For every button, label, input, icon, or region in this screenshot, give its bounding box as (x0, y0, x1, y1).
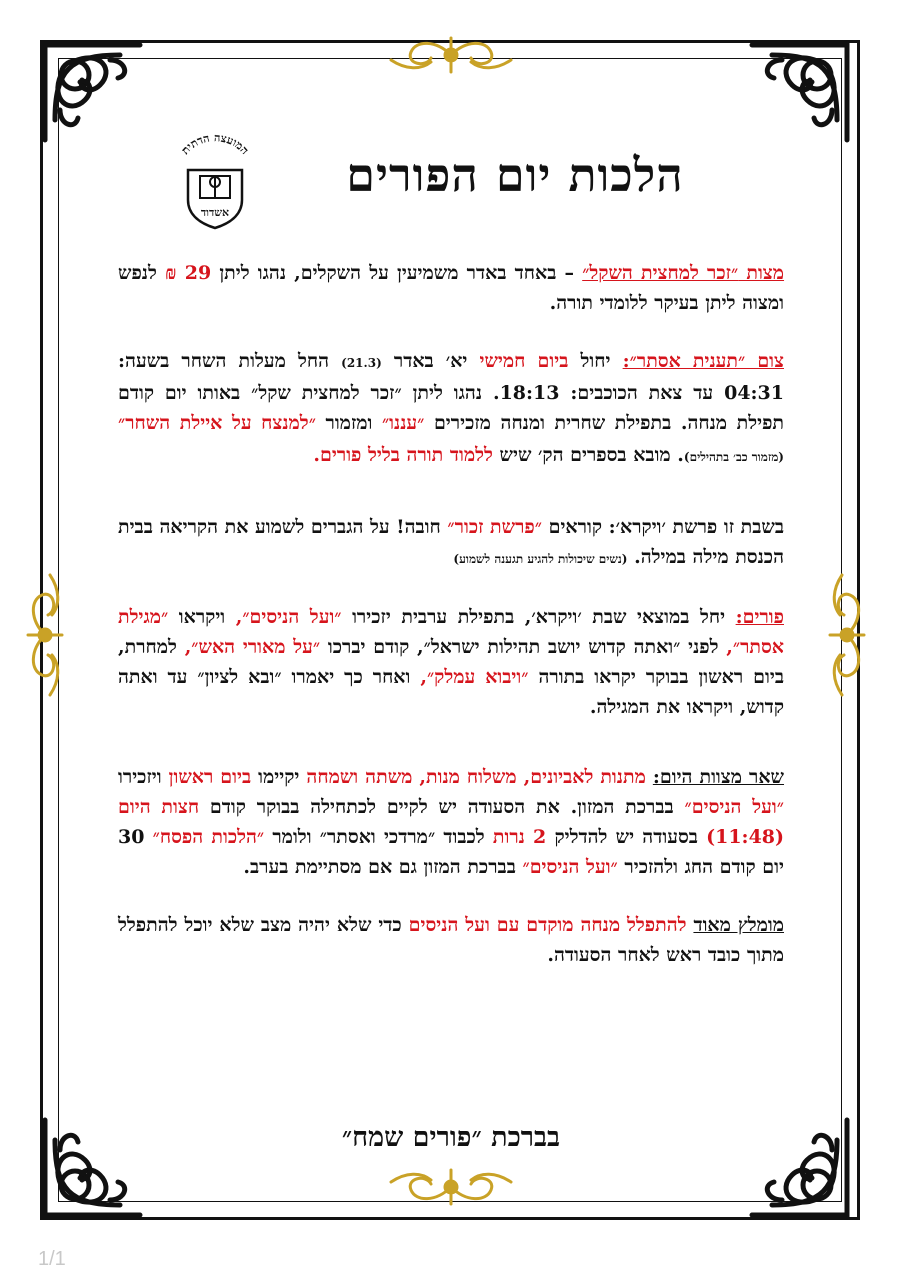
paragraph-zachor (118, 512, 784, 574)
paragraph-purim (118, 602, 784, 722)
text-segment: מתנות לאביונים, משלוח מנות, משתה ושמחה (306, 766, 646, 788)
text-segment: בברכת המזון. את הסעודה יש לקיים לכתחילה בבוקר קודם (199, 796, 685, 818)
text-segment: ״מגילת אסתר״, (118, 606, 785, 658)
text-segment: ואחר כך יאמרו ״ובא לציון״ עד ואתה קדוש, ויקראו את המגילה. (118, 666, 784, 718)
gold-ornament-icon (386, 30, 516, 80)
text-segment: ״זכר למחצית השקל״ (582, 262, 739, 284)
text-segment: (נשים שיכולות להגיע תגענה לשמוע) (453, 552, 628, 566)
text-segment: מצות (738, 262, 785, 284)
text-segment: ויזכירו (118, 766, 169, 788)
text-segment: ללמוד תורה בליל פורים. (313, 444, 493, 466)
emblem-bottom-text: אשדוד (200, 206, 230, 219)
text-segment: ומזמור (315, 412, 382, 434)
religious-council-emblem-icon (170, 130, 260, 230)
text-segment: ״ועל הניסים״, (235, 606, 342, 628)
corner-ornament-icon (30, 30, 150, 150)
header (160, 130, 760, 230)
text-segment: ״ועל הניסים״ (522, 856, 618, 878)
text-segment: למחרת, ביום ראשון בבוקר יקראו בתורה (118, 636, 784, 688)
text-segment: . מובא בספרים הק׳ שיש (492, 444, 684, 466)
text-segment: בסעודה יש להדליק (546, 826, 707, 848)
document-body (118, 258, 784, 998)
text-segment: שאר מצוות היום: (652, 766, 785, 788)
text-segment: ״ויבוא עמלק״, (420, 666, 529, 688)
emblem-top-text: המועצה הדתית (178, 131, 252, 158)
text-segment: 29 ₪ (165, 262, 212, 284)
text-segment: 30 יום קודם החג ולהזכיר (118, 826, 784, 878)
text-segment: צום ״תענית אסתר״: (622, 350, 784, 372)
text-segment: כדי שלא יהיה מצב שלא יוכל להתפלל מתוך כובד ראש לאחר הסעודה. (118, 914, 784, 966)
paragraph-recommendation (118, 910, 784, 970)
paragraph-shekel (118, 258, 784, 318)
text-segment: יא׳ באדר (381, 350, 480, 372)
text-segment: להתפלל מנחה מוקדם עם ועל הניסים (408, 914, 687, 936)
page-number: 1/1 (38, 1248, 66, 1270)
text-segment: ״על מאורי האש״, (184, 636, 321, 658)
text-segment: ״פרשת זכור״ (447, 516, 542, 538)
page-title: הלכות יום הפורים (346, 148, 684, 202)
text-segment: ״ועל הניסים״ (684, 796, 784, 818)
paragraph-fast (118, 346, 784, 472)
text-segment: לכבוד ״מרדכי ואסתר״ ולומר (264, 826, 493, 848)
text-segment: יקיימו (251, 766, 307, 788)
text-segment: יחול (568, 350, 623, 372)
text-segment: ״הלכות הפסח״ (152, 826, 265, 848)
gold-ornament-icon (20, 570, 70, 700)
text-segment: בברכת המזון גם אם מסתיימת בערב. (243, 856, 523, 878)
text-segment: מומלץ מאוד (693, 914, 784, 936)
gold-ornament-icon (822, 570, 872, 700)
gold-ornament-icon (386, 1162, 516, 1212)
text-segment (646, 766, 653, 788)
paragraph-mitzvot (118, 762, 784, 882)
text-segment: (21.3) (341, 356, 382, 370)
text-segment: ״למנצח על איילת השחר״ (118, 412, 316, 434)
closing-blessing: בברכת ״פורים שמח״ (341, 1122, 561, 1153)
text-segment: יחל במוצאי שבת ׳ויקרא׳, בתפילת ערבית יזכירו (341, 606, 736, 628)
text-segment: החל מעלות השחר בשעה: 04:31 עד צאת הכוכבים: 18:13. נהגו ליתן ״זכר למחצית שקל״ באותו יום קודם תפילת מנחה. בתפילת שחרית ומנחה מזכירים (118, 350, 785, 434)
text-segment: ביום ראשון (168, 766, 252, 788)
text-segment: לנפש ומצוה ליתן בעיקר ללומדי תורה. (118, 262, 784, 314)
text-segment: 2 נרות (492, 826, 547, 848)
text-segment: ״עננו״ (381, 412, 425, 434)
text-segment: חצות היום (11:48) (118, 796, 785, 848)
svg-text:המועצה הדתית (179, 131, 252, 157)
text-segment: לפני ״ואתה קדוש יושב תהילות ישראל״, קודם יברכו (320, 636, 727, 658)
text-segment: ויקראו (168, 606, 236, 628)
corner-ornament-icon (742, 30, 862, 150)
text-segment: חובה! על הגברים לשמוע את הקריאה בבית הכנסת מילה במילה. (117, 516, 784, 568)
text-segment: בשבת זו פרשת ׳ויקרא׳: קוראים (541, 516, 784, 538)
text-segment: פורים: (735, 606, 784, 628)
text-segment: (מזמור כב׳ בתהילים) (683, 450, 784, 464)
text-segment: ביום חמישי (479, 350, 569, 372)
text-segment: – באחד באדר משמיעין על השקלים, נהגו ליתן (211, 262, 583, 284)
